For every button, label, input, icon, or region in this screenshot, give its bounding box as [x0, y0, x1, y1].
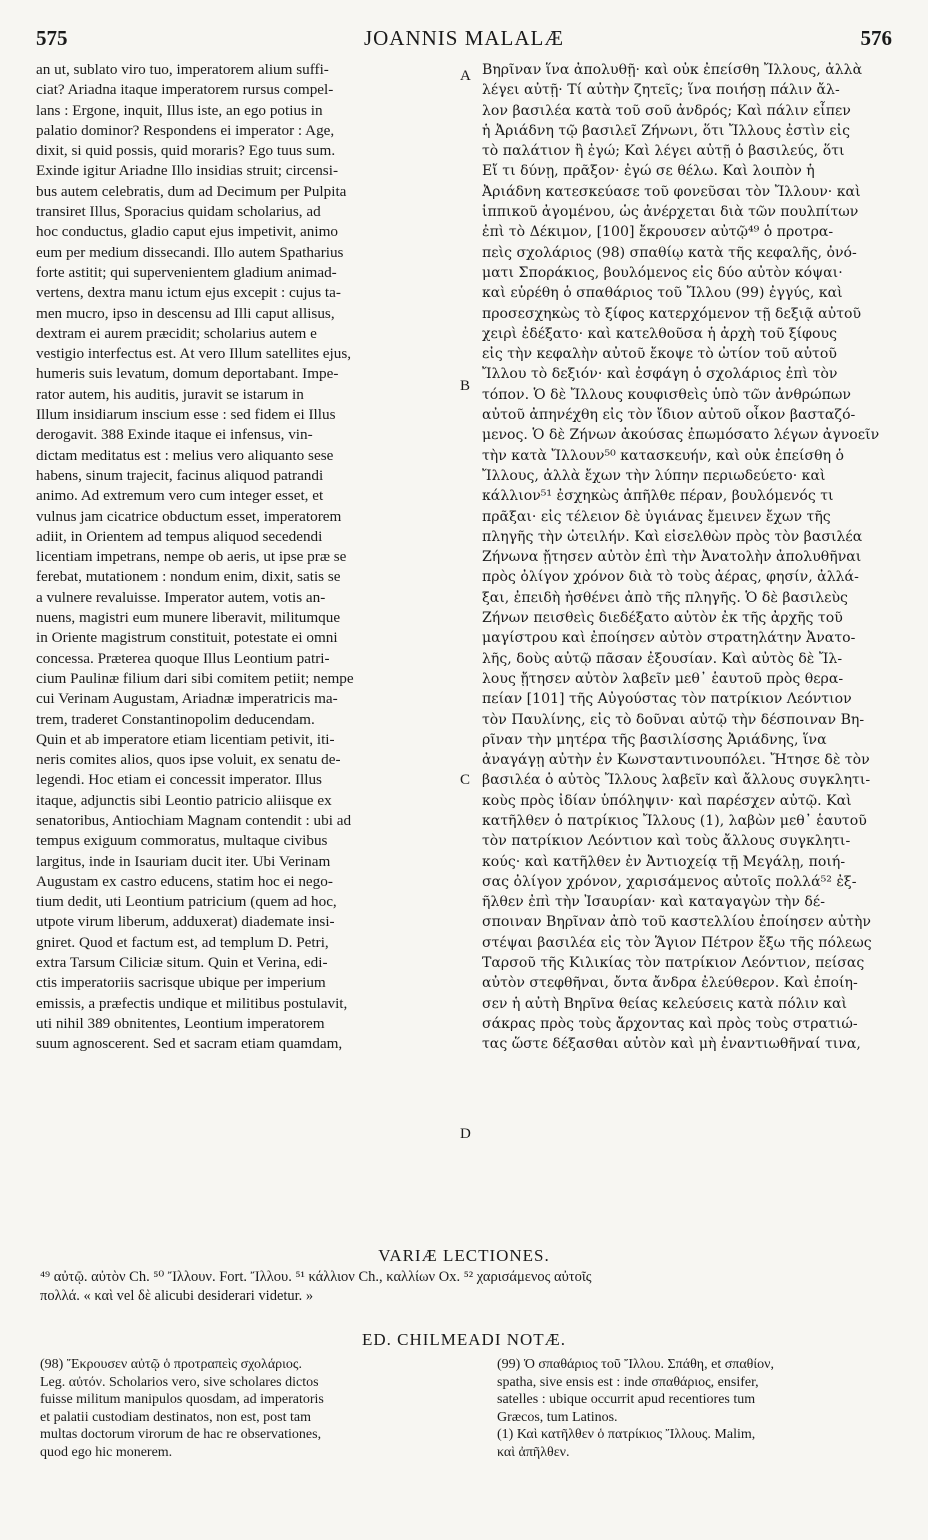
greek-line: κάλλιον⁵¹ ἐσχηκὼς ἀπῆλθε πέραν, βουλόμενός τι: [482, 488, 834, 505]
latin-line: habens, sinum trajecit, facinus aliquod patrandi: [36, 466, 324, 484]
greek-line: κατῆλθεν ὁ πατρίκιος Ἴλλους (1), λαβὼν μεθ᾽ ἑαυτοῦ: [482, 812, 867, 829]
greek-line: ἡ Ἀριάδνη τῷ βασιλεῖ Ζήνωνι, ὅτι Ἴλλους ἐστὶν εἰς: [482, 122, 851, 139]
margin-marker-a: A: [460, 68, 471, 84]
latin-line: rator autem, his auditis, juravit se istarum in: [36, 385, 304, 403]
note-line: Græcos, tum Latinos.: [497, 1409, 618, 1425]
greek-line: κοὺς πρὸς ἰδίαν ὑπόληψιν· καὶ παρέσχεν αὐτῷ. Καὶ: [482, 792, 852, 809]
greek-line: τας ὥστε δέξασθαι αὐτὸν καὶ μὴ ἐναντιωθῆναί τινα,: [482, 1036, 861, 1053]
note-line: καὶ ἀπῆλθεν.: [497, 1444, 570, 1460]
greek-line: τὸν πατρίκιον Λεόντιον καὶ τοὺς ἄλλους συγκλητι-: [482, 833, 851, 850]
latin-line: suum agnoscerent. Sed et sacram etiam quamdam,: [36, 1035, 343, 1053]
latin-line: derogavit. 388 Exinde itaque ei infensus, vin-: [36, 426, 313, 444]
variant-line: ⁴⁹ αὐτῷ. αὐτὸν Ch. ⁵⁰ Ἴλλουν. Fort. Ἴλλου. ⁵¹ κάλλιον Ch., καλλίων Ox. ⁵² χαρισάμενος αὐτοῖς: [40, 1269, 592, 1285]
greek-line: τὴν κατὰ Ἴλλουν⁵⁰ κατασκευήν, καὶ οὐκ ἐπείσθη ὁ: [482, 447, 844, 464]
variants-title: VARIÆ LECTIONES.: [378, 1246, 550, 1265]
greek-line: προσεσχηκὼς τὸ ξίφος κατερχόμενον τῇ δεξιᾷ αὐτοῦ: [482, 305, 862, 322]
greek-line: τόπον. Ὁ δὲ Ἴλλους κουφισθεὶς ὑπὸ τῶν ἀνθρώπων: [482, 386, 851, 403]
greek-line: τὸ παλάτιον ἢ ἐγώ; Καὶ λέγει αὐτῇ ὁ βασιλεύς, ὅτι: [482, 143, 845, 160]
greek-line: εἰς τὴν κεφαλὴν αὐτοῦ ἔκοψε τὸ ὠτίον τοῦ αὐτοῦ: [482, 346, 837, 363]
latin-line: cui Verinam Augustam, Ariadnæ imperatricis ma-: [36, 690, 338, 708]
latin-line: vertens, dextra manu ictum ejus excepit : cujus ta-: [36, 284, 341, 302]
latin-line: neris comites alios, quos ipse voluit, ex senatu de-: [36, 751, 341, 769]
latin-line: an ut, sublato viro tuo, imperatorem alium suffi-: [36, 61, 329, 78]
latin-line: dictam meditatus est : melius vero aliquanto sese: [36, 446, 334, 464]
greek-line: ξαι, ἐπειδὴ ἠσθένει ἀπὸ τῆς πληγῆς. Ὁ δὲ βασιλεὺς: [482, 589, 848, 606]
variant-readings: [40, 1268, 892, 1306]
latin-line: a vulnere revaluisse. Imperator autem, votis an-: [36, 588, 326, 606]
note-line: (1) Καὶ κατῆλθεν ὁ πατρίκιος Ἴλλους. Malim,: [497, 1427, 756, 1442]
greek-line: λους ᾔτησεν αὐτὸν λαβεῖν μεθ᾽ ἑαυτοῦ πρὸς θερα-: [482, 670, 844, 687]
greek-line: Ζήνων πεισθεὶς διεδέξατο αὐτὸν ἐκ τῆς ἀρχῆς τοῦ: [482, 610, 843, 627]
latin-line: itaque, adjunctis sibi Leontio patricio aliisque ex: [36, 791, 332, 809]
greek-line: λέγει αὐτῇ· Τί αὐτὴν ζητεῖς; ἵνα ποιήσῃ πάλιν ἄλ-: [482, 82, 840, 99]
greek-line: ματι Σποράκιος, βουλόμενος εἰς δύο αὐτὸν κόψαι·: [482, 264, 843, 281]
greek-line: Ἴλλου τὸ δεξιόν· καὶ ἐσφάγη ὁ σχολάριος ἐπὶ τὸν: [482, 366, 838, 383]
greek-line: τὸν Παυλίνης, εἰς τὸ δοῦναι αὐτῷ τὴν δέσποιναν Βη-: [482, 711, 865, 728]
note-line: fuisse militum manipulos quosdam, ad imperatoris: [40, 1392, 324, 1407]
margin-marker-c: C: [460, 772, 471, 788]
latin-line: dextram ei aurem præcidit; scholarius autem e: [36, 324, 317, 342]
greek-line: μενος. Ὁ δὲ Ζήνων ἀκούσας ἐπωμόσατο λέγων ἀγνοεῖν: [482, 427, 880, 444]
latin-line: nuens, magistri eum munere liberavit, militumque: [36, 609, 341, 627]
notes-left-column: [40, 1356, 470, 1461]
latin-line: adiit, in Orientem ad tempus aliquod secedendi: [36, 527, 323, 545]
greek-line: λῆς, δοὺς αὐτῷ πᾶσαν ἐξουσίαν. Καὶ αὐτὸς δὲ Ἴλ-: [482, 650, 843, 667]
latin-line: legendi. Hoc etiam ei concessit imperator. Illus: [36, 771, 322, 789]
greek-line: Βηρῖναν ἵνα ἀπολυθῇ· καὶ οὐκ ἐπείσθη Ἴλλους, ἀλλὰ: [482, 62, 863, 78]
note-line: quod ego hic monerem.: [40, 1444, 173, 1460]
greek-line: ἀναγάγῃ αὐτὴν ἐν Κωνσταντινουπόλει. Ἤτησε δὲ τὸν: [482, 752, 870, 769]
latin-line: hoc conductus, gladio caput ejus impetivit, animo: [36, 223, 338, 241]
left-page-number: 575: [36, 26, 68, 50]
latin-line: Exinde igitur Ariadne Illo insidias struit; circensi-: [36, 162, 338, 180]
greek-line: σας ὀλίγον χρόνον, χαρισάμενος αὐτοῖς πολλά⁵² ἐξ-: [482, 873, 857, 890]
latin-line: tium dedit, uti Leontium patricium (quem ad hoc,: [36, 893, 337, 911]
notes-title: ED. CHILMEADI NOTÆ.: [361, 1330, 567, 1349]
right-page-number: 576: [860, 26, 892, 50]
latin-line: forte astitit; qui supervenientem gladium animad-: [36, 263, 337, 281]
latin-line: Quin et ab imperatore etiam licentiam petivit, iti-: [36, 730, 335, 748]
latin-line: humeris suis levatum, domum deportabant. Impe-: [36, 365, 339, 383]
note-line: multas doctorum virorum de hac re observationes,: [40, 1427, 322, 1442]
latin-line: Illum insidiarum inscium esse : sed fidem ei Illus: [36, 406, 336, 424]
latin-line: Augustam ex castro educens, statim hoc ei nego-: [36, 872, 333, 890]
greek-line: αὐτοῦ ἀπηνέχθη εἰς τὸν ἴδιον αὐτοῦ οἶκον βασταζό-: [482, 407, 856, 424]
latin-line: ctis imperatoriis sacrisque ubique per imperium: [36, 974, 326, 992]
greek-line: πληγῆς τὴν ὠτειλήν. Καὶ εἰσελθὼν πρὸς τὸν βασιλέα: [482, 528, 863, 545]
latin-column: [36, 60, 456, 1230]
greek-line: πείαν [101] τῆς Αὐγούστας τὸν πατρίκιον Λεόντιον: [482, 691, 852, 708]
latin-line: gniret. Quod et factum est, ad templum D. Petri,: [36, 933, 329, 951]
latin-line: palatio dominor? Respondens ei imperator : Age,: [36, 121, 335, 139]
margin-marker-b: B: [460, 378, 471, 394]
greek-line: Ἀριάδνη κατεσκεύασε τοῦ φονεῦσαι τὸν Ἴλλουν· καὶ: [482, 183, 861, 200]
page-header: [36, 26, 892, 56]
running-title: JOANNIS MALALÆ: [363, 26, 565, 50]
note-line: et palatii custodiam destinatos, non est, post tam: [40, 1409, 312, 1425]
greek-line: Ταρσοῦ τῆς Κιλικίας τὸν πατρίκιον Λεόντιον, πείσας: [482, 955, 865, 972]
latin-line: eum per medium dissecandi. Illo autem Spatharius: [36, 243, 344, 261]
greek-line: βασιλέα ὁ αὐτὸς Ἴλλους λαβεῖν καὶ ἄλλους συγκλητι-: [482, 772, 871, 789]
latin-line: ferebat, mutationem : nondum enim, dixit, satis se: [36, 568, 341, 586]
latin-line: ciat? Ariadna itaque imperatorem rursus compel-: [36, 81, 334, 99]
greek-line: σάκρας πρὸς τοὺς ἄρχοντας καὶ πρὸς τοὺς στρατιώ-: [482, 1015, 858, 1032]
greek-column: [482, 60, 906, 1230]
note-line: Leg. αὐτόν. Scholarios vero, sive scholares dictos: [40, 1374, 319, 1390]
greek-line: σεν ἡ αὐτὴ Βηρῖνα θείας κελεύσεις κατὰ πόλιν καὶ: [482, 995, 848, 1012]
latin-line: uti nihil 389 obnitentes, Leontium imperatorem: [36, 1014, 325, 1032]
greek-line: μαγίστρου καὶ ἐποίησεν αὐτὸν στρατηλάτην Ἀνατο-: [482, 630, 856, 647]
latin-line: vestigio interfectus est. At vero Illum satellites ejus,: [36, 345, 352, 363]
note-line: satelles : ubique occurrit apud recentiores tum: [497, 1392, 756, 1407]
latin-line: licentiam impetrans, nempe ob aeris, ut ipse præ se: [36, 548, 347, 566]
latin-line: emissis, a præfectis undique et militibus postulavit,: [36, 994, 348, 1012]
latin-line: concessa. Præterea quoque Illus Leontium patri-: [36, 649, 330, 667]
note-line: (98) Ἔκρουσεν αὐτῷ ὁ προτραπεὶς σχολάριος.: [40, 1357, 302, 1372]
latin-line: bus autem celebratis, dum ad Decimum per Pulpita: [36, 182, 347, 200]
greek-line: καὶ εὑρέθη ὁ σπαθάριος τοῦ Ἴλλου (99) ἐγγύς, καὶ: [482, 285, 843, 302]
margin-marker-d: D: [460, 1126, 471, 1142]
greek-line: στέψαι βασιλέα εἰς τὸν Ἅγιον Πέτρον ἔξω τῆς πόλεως: [482, 934, 872, 951]
greek-line: πρὸς ὀλίγον χρόνον διὰ τὸ τοὺς ἀέρας, φησίν, ἀλλά-: [482, 569, 859, 586]
greek-line: αὐτὸν στεφθῆναι, ὄντα ἄνδρα ἐλεύθερον. Καὶ ἐποίη-: [482, 975, 858, 992]
latin-line: senatoribus, Antiochiam Magnam contendit : ubi ad: [36, 811, 352, 829]
greek-line: πεὶς σχολάριος (98) σπαθίῳ κατὰ τῆς κεφαλῆς, ὀνό-: [482, 244, 857, 261]
latin-line: men mucro, ipso in descensu ad Illi caput allisus,: [36, 304, 335, 322]
notes-right-column: [497, 1356, 907, 1461]
greek-line: Εἴ τι δύνῃ, πρᾶξον· ἐγώ σε θέλω. Καὶ λοιπὸν ἡ: [482, 163, 815, 180]
note-line: (99) Ὁ σπαθάριος τοῦ Ἴλλου. Σπάθη, et σπαθίον,: [497, 1357, 774, 1372]
latin-line: transiret Illus, Sporacius quidam scholarius, ad: [36, 203, 321, 221]
latin-line: vulnus jam cicatrice obductum esset, imperatorem: [36, 507, 342, 525]
latin-line: utpote virum liberum, adduxerat) diademate insi-: [36, 913, 335, 931]
greek-line: σποιναν Βηρῖναν ἀπὸ τοῦ καστελλίου ἐποίησεν αὐτὴν: [482, 914, 871, 931]
latin-line: extra Tarsum Ciliciæ situm. Quin et Verina, edi-: [36, 954, 328, 972]
greek-line: ρῖναν τὴν μητέρα τῆς βασιλίσσης Ἀριάδνης, ἵνα: [482, 731, 827, 748]
latin-line: tempus exiguum commoratus, multaque civibus: [36, 832, 328, 850]
latin-line: trem, traderet Constantinopolim deducendam.: [36, 710, 315, 728]
greek-line: κούς· καὶ κατῆλθεν ἐν Ἀντιοχείᾳ τῇ Μεγάλῃ, ποιή-: [482, 853, 846, 870]
greek-line: ῆλθεν ἐπὶ τὴν Ἰσαυρίαν· καὶ καταγαγὼν τὴν δέ-: [482, 894, 825, 911]
greek-line: πρᾶξαι· εἰς τέλειον δὲ ὑγιάνας ἔμεινεν ἔχων τῆς: [482, 508, 831, 525]
latin-line: animo. Ad extremum vero cum integer esset, et: [36, 487, 324, 505]
latin-line: in Oriente magistrum constituit, potestate ei omni: [36, 629, 338, 647]
greek-line: χειρὶ ἐδέξατο· καὶ κατελθοῦσα ἡ ἀρχὴ τοῦ ξίφους: [482, 325, 838, 342]
latin-line: cium Paulinæ filium dari sibi comitem petiit; nempe: [36, 669, 354, 687]
latin-line: lans : Ergone, inquit, Illus iste, an ego potius in: [36, 101, 323, 119]
note-line: spatha, sive ensis est : inde σπαθάριος, ensifer,: [497, 1374, 759, 1390]
variant-line: πολλά. « καὶ vel δὲ alicubi desiderari videtur. »: [40, 1288, 314, 1304]
greek-line: ἱππικοῦ ἀγομένου, ὡς ἀνέρχεται διὰ τῶν πουλπίτων: [482, 204, 859, 221]
greek-line: λον βασιλέα κατὰ τοῦ σοῦ ἀνδρός; Καὶ πάλιν εἶπεν: [482, 102, 851, 119]
latin-line: dixit, si quid possis, quid moraris? Ego tuus sum.: [36, 142, 336, 160]
greek-line: Ζήνωνα ᾔτησεν αὐτὸν ἐπὶ τὴν Ἀνατολὴν ἀπολυθῆναι: [482, 549, 862, 566]
greek-line: ἐπὶ τὸ Δέκιμον, [100] ἔκρουσεν αὐτῷ⁴⁹ ὁ προτρα-: [482, 224, 834, 241]
latin-line: largitus, inde in Isauriam ducit iter. Ubi Verinam: [36, 852, 331, 870]
greek-line: Ἴλλους, ἀλλὰ ἔχων τὴν λύπην περιωδεύετο· καὶ: [482, 467, 826, 484]
